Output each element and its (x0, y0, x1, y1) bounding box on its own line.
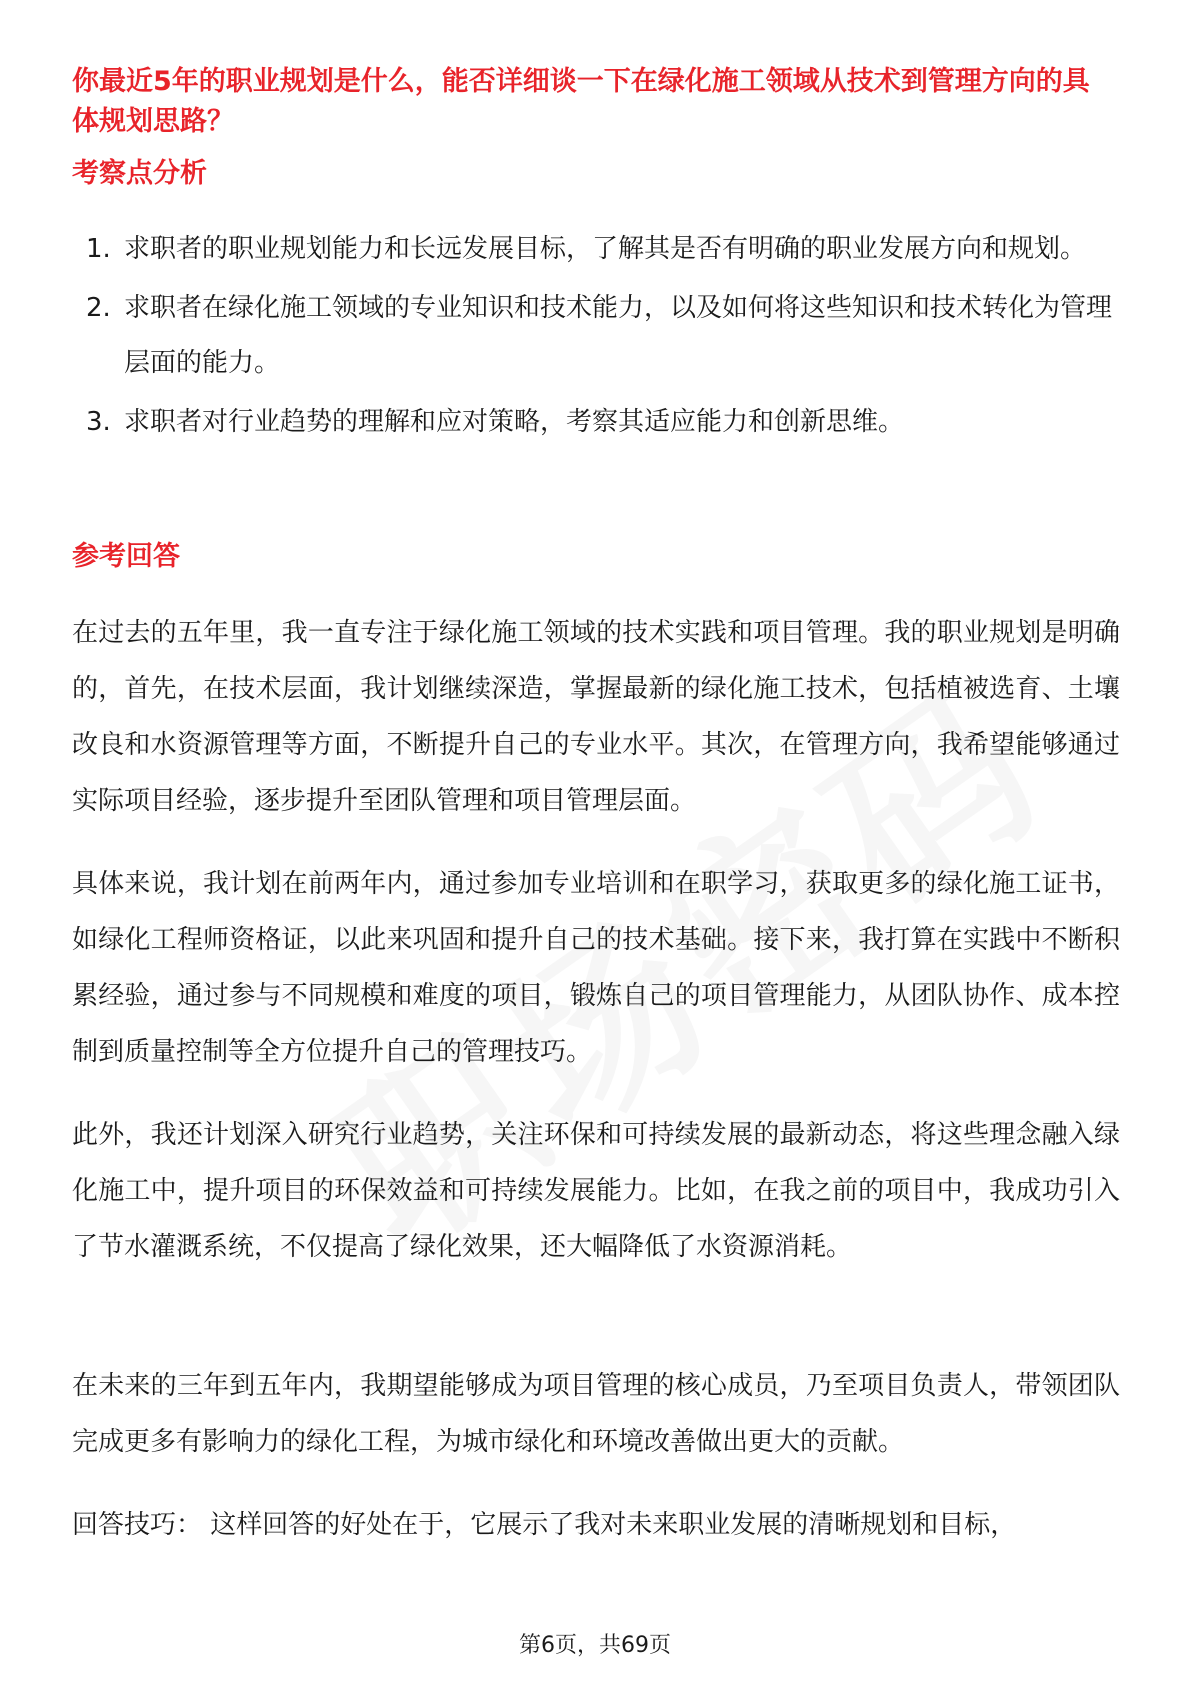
question-heading: 你最近5年的职业规划是什么，能否详细谈一下在绿化施工领域从技术到管理方向的具体规划思路？ (72, 66, 1090, 137)
analysis-item (72, 222, 1112, 277)
analysis-item-text: 求职者对行业趋势的理解和应对策略，考察其适应能力和创新思维。 (124, 407, 905, 437)
analysis-list (72, 222, 1112, 454)
analysis-item-number: 1. (86, 234, 111, 264)
answer-paragraph: 在过去的五年里，我一直专注于绿化施工领域的技术实践和项目管理。我的职业规划是明确的，首先，在技术层面，我计划继续深造，掌握最新的绿化施工技术，包括植被选育、土壤改良和水资源管理等方面，不断提升自己的专业水平。其次，在管理方向，我希望能够通过实际项目经验，逐步提升至团队管理和项目管理层面。 (72, 618, 1120, 816)
answer-tip: 回答技巧： 这样回答的好处在于，它展示了我对未来职业发展的清晰规划和目标， (72, 1510, 1017, 1540)
answer-section-title: 参考回答 (72, 541, 180, 572)
answer-paragraph: 此外，我还计划深入研究行业趋势，关注环保和可持续发展的最新动态，将这些理念融入绿化施工中，提升项目的环保效益和可持续发展能力。比如，在我之前的项目中，我成功引入了节水灌溉系统，不仅提高了绿化效果，还大幅降低了水资源消耗。 (72, 1120, 1120, 1262)
analysis-section-title: 考察点分析 (72, 158, 207, 189)
analysis-item (72, 395, 1112, 450)
answer-paragraph: 具体来说，我计划在前两年内，通过参加专业培训和在职学习，获取更多的绿化施工证书，如绿化工程师资格证，以此来巩固和提升自己的技术基础。接下来，我打算在实践中不断积累经验，通过参与不同规模和难度的项目，锻炼自己的项目管理能力，从团队协作、成本控制到质量控制等全方位提升自己的管理技巧。 (72, 869, 1120, 1067)
analysis-item-text: 求职者的职业规划能力和长远发展目标，了解其是否有明确的职业发展方向和规划。 (124, 234, 1087, 264)
analysis-item-number: 2. (86, 293, 111, 323)
analysis-item-number: 3. (86, 407, 111, 437)
analysis-item (72, 281, 1112, 391)
answer-paragraph: 在未来的三年到五年内，我期望能够成为项目管理的核心成员，乃至项目负责人，带领团队完成更多有影响力的绿化工程，为城市绿化和环境改善做出更大的贡献。 (72, 1371, 1120, 1457)
analysis-item-text: 求职者在绿化施工领域的专业知识和技术能力，以及如何将这些知识和技术转化为管理层面的能力。 (124, 293, 1113, 378)
page-footer: 第6页，共69页 (519, 1633, 671, 1658)
